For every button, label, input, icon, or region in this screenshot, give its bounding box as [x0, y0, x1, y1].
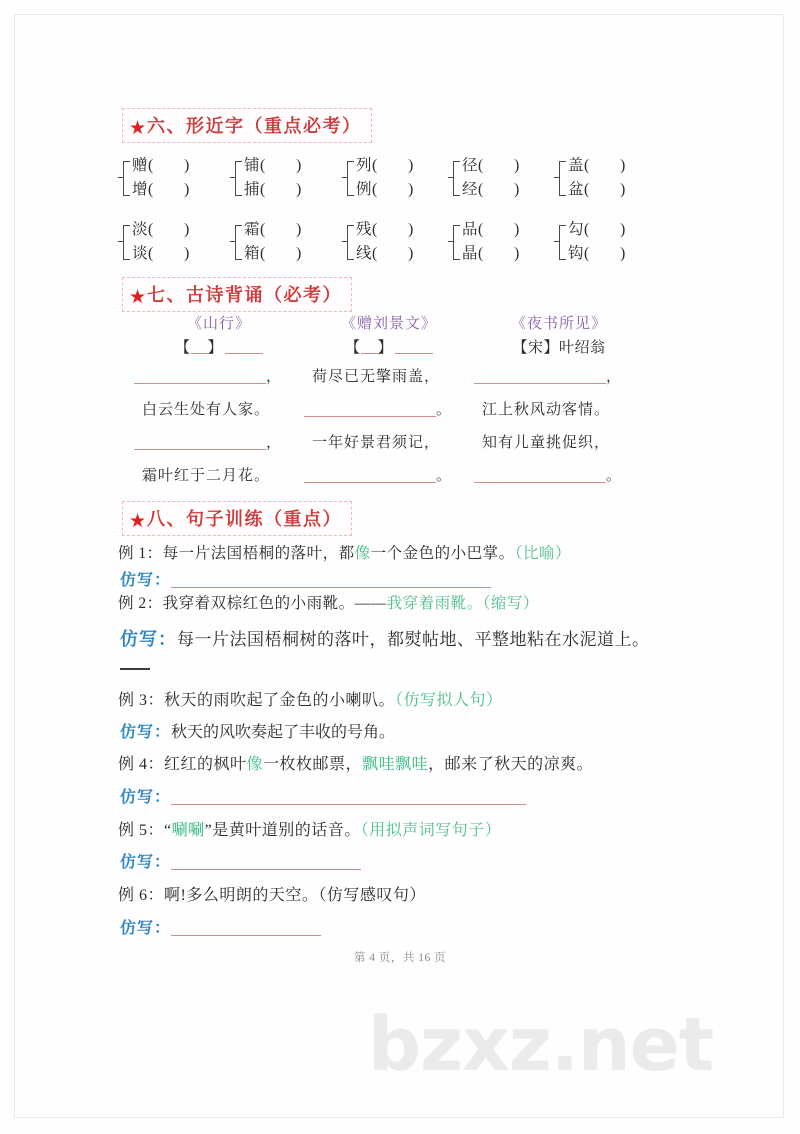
example-quote-open: “	[164, 822, 172, 839]
example-row-6	[118, 882, 426, 905]
char-pair-bottom: 例( )	[356, 181, 414, 198]
poem-author: 【 】	[304, 335, 474, 361]
example-text-post: ，邮来了秋天的凉爽。	[428, 756, 594, 773]
poem-author: 【宋】叶绍翁	[512, 340, 606, 356]
poem-line-blank[interactable]: ，	[474, 361, 644, 394]
brace-icon	[230, 222, 243, 262]
author-blank-2[interactable]	[395, 340, 433, 354]
section-header-seven	[122, 277, 352, 312]
char-pair-top: 盖( )	[568, 157, 626, 174]
char-pair-group	[342, 216, 416, 268]
example-keyword: 我穿着雨靴。	[386, 595, 483, 612]
char-pair-top: 径( )	[462, 157, 520, 174]
example-tag: （用拟声词写句子）	[360, 822, 502, 839]
example-keyword: 像	[246, 756, 264, 773]
example-keyword-2: 飘哇飘哇	[362, 756, 429, 773]
example-row-5	[118, 817, 501, 840]
brace-icon	[554, 158, 567, 198]
brace-icon	[342, 158, 355, 198]
brace-icon	[118, 158, 131, 198]
answer-text: 每一片法国梧桐树的落叶，都熨帖地、平整地粘在水泥道上。	[177, 630, 650, 649]
char-pair-row	[118, 216, 678, 268]
char-pair-bottom: 捕( )	[244, 181, 302, 198]
char-pair-group	[554, 216, 628, 268]
example-label: 例 5：	[118, 822, 165, 839]
char-pair-top: 铺( )	[244, 157, 302, 174]
example-label: 例 2：	[118, 595, 163, 612]
char-pair-bottom: 箱( )	[244, 245, 302, 262]
char-pair-group	[118, 216, 192, 268]
poem-line: 江上秋风动客情。	[482, 402, 611, 418]
char-pair-group	[448, 216, 522, 268]
fangxie-label: 仿写：	[120, 854, 172, 871]
char-pair-bottom: 增( )	[132, 181, 190, 198]
brace-icon	[554, 222, 567, 262]
poem-line: 知有儿童挑促织，	[482, 435, 611, 451]
fangxie-label: 仿写：	[120, 629, 177, 649]
example-text-pre: 啊!多么明朗的天空。（仿写感叹句）	[164, 887, 426, 904]
poem-author: 【 】	[134, 335, 304, 361]
author-blank[interactable]	[361, 340, 378, 354]
char-pair-group	[118, 152, 192, 204]
fangxie-label: 仿写：	[120, 789, 172, 806]
char-pair-bottom: 线( )	[356, 245, 414, 262]
poem-line: 荷尽已无擎雨盖，	[312, 369, 441, 385]
poem-line: 白云生处有人家。	[142, 402, 271, 418]
section-header-six	[122, 108, 372, 143]
char-pair-top: 淡( )	[132, 221, 190, 238]
char-pairs-grid	[118, 152, 678, 268]
poem-title: 《山行》	[186, 316, 251, 332]
answer-blank[interactable]	[171, 571, 491, 588]
answer-row-5	[120, 849, 361, 872]
answer-row-1	[120, 567, 491, 590]
poem-line-blank[interactable]: ，	[134, 427, 304, 460]
fangxie-label: 仿写：	[120, 724, 172, 741]
poem-line-blank[interactable]: 。	[474, 460, 644, 493]
example-text-pre: 秋天的雨吹起了金色的小喇叭。	[164, 692, 396, 709]
poem-line-blank[interactable]: 。	[304, 394, 474, 427]
answer-dash	[120, 656, 150, 670]
page-footer: 第 4 页，共 16 页	[353, 952, 447, 964]
answer-row-6	[120, 915, 321, 938]
char-pair-bottom: 晶( )	[462, 245, 520, 262]
example-row-4	[118, 751, 593, 774]
char-pair-top: 勾( )	[568, 221, 626, 238]
example-text-post: 一个金色的小巴掌。	[370, 545, 515, 562]
char-pair-group	[342, 152, 416, 204]
poem-line: 一年好景君须记，	[312, 435, 441, 451]
watermark: bzxz.net	[368, 1002, 714, 1088]
answer-blank[interactable]	[171, 788, 526, 805]
char-pair-bottom: 谈( )	[132, 245, 190, 262]
char-pair-top: 霜( )	[244, 221, 302, 238]
star-icon: ★	[129, 118, 147, 139]
char-pair-group	[448, 152, 522, 204]
author-blank-2[interactable]	[225, 340, 263, 354]
example-label: 例 1：	[118, 545, 163, 562]
answer-blank[interactable]	[171, 853, 361, 870]
section-header-eight	[122, 501, 352, 536]
brace-icon	[342, 222, 355, 262]
answer-row-4	[120, 784, 526, 807]
example-text-post: ”是黄叶道别的话音。	[204, 822, 361, 839]
brace-icon	[230, 158, 243, 198]
example-row-1	[118, 541, 571, 563]
poem-title: 《赠刘景文》	[340, 316, 437, 332]
answer-row-2-continuation	[120, 656, 150, 675]
char-pair-top: 列( )	[356, 157, 414, 174]
char-pair-bottom: 钩( )	[568, 245, 626, 262]
example-text-pre: 我穿着双棕红色的小雨靴。——	[162, 595, 387, 612]
example-row-2	[118, 591, 539, 613]
char-pair-bottom: 经( )	[462, 181, 520, 198]
example-label: 例 4：	[118, 756, 165, 773]
poem-column	[134, 313, 304, 493]
poem-line-blank[interactable]: ，	[134, 361, 304, 394]
poem-line: 霜叶红于二月花。	[142, 468, 271, 484]
star-icon: ★	[129, 511, 147, 532]
char-pair-top: 赠( )	[132, 157, 190, 174]
section-eight-title: 八、句子训练（重点）	[147, 509, 343, 529]
char-pair-group	[554, 152, 628, 204]
example-keyword: 唰唰	[171, 822, 205, 839]
brace-icon	[448, 222, 461, 262]
author-blank[interactable]	[191, 340, 208, 354]
char-pair-bottom: 盆( )	[568, 181, 626, 198]
example-text-pre: 每一片法国梧桐的落叶，都	[162, 545, 355, 562]
example-keyword: 像	[354, 545, 371, 562]
poem-column	[474, 313, 644, 493]
example-tag: （缩写）	[482, 595, 539, 612]
answer-blank[interactable]	[171, 919, 321, 936]
answer-row-3	[120, 719, 395, 742]
section-six-title: 六、形近字（重点必考）	[147, 116, 362, 136]
example-text-pre: 红红的枫叶	[164, 756, 247, 773]
answer-text: 秋天的风吹奏起了丰收的号角。	[171, 724, 396, 741]
example-label: 例 6：	[118, 887, 165, 904]
section-seven-title: 七、古诗背诵（必考）	[147, 285, 343, 305]
char-pair-group	[230, 152, 304, 204]
char-pair-top: 残( )	[356, 221, 414, 238]
char-pair-row	[118, 152, 678, 204]
star-icon: ★	[129, 287, 147, 308]
example-text-mid: 一枚枚邮票，	[263, 756, 363, 773]
fangxie-label: 仿写：	[120, 572, 172, 589]
example-tag: （比喻）	[514, 545, 571, 562]
example-tag: （仿写拟人句）	[395, 692, 503, 709]
answer-row-2	[120, 625, 650, 651]
fangxie-label: 仿写：	[120, 920, 172, 937]
poem-line-blank[interactable]: 。	[304, 460, 474, 493]
char-pair-group	[230, 216, 304, 268]
example-label: 例 3：	[118, 692, 165, 709]
example-row-3	[118, 687, 503, 710]
poem-column	[304, 313, 474, 493]
char-pair-top: 品( )	[462, 221, 520, 238]
brace-icon	[118, 222, 131, 262]
brace-icon	[448, 158, 461, 198]
poem-title: 《夜书所见》	[510, 316, 607, 332]
